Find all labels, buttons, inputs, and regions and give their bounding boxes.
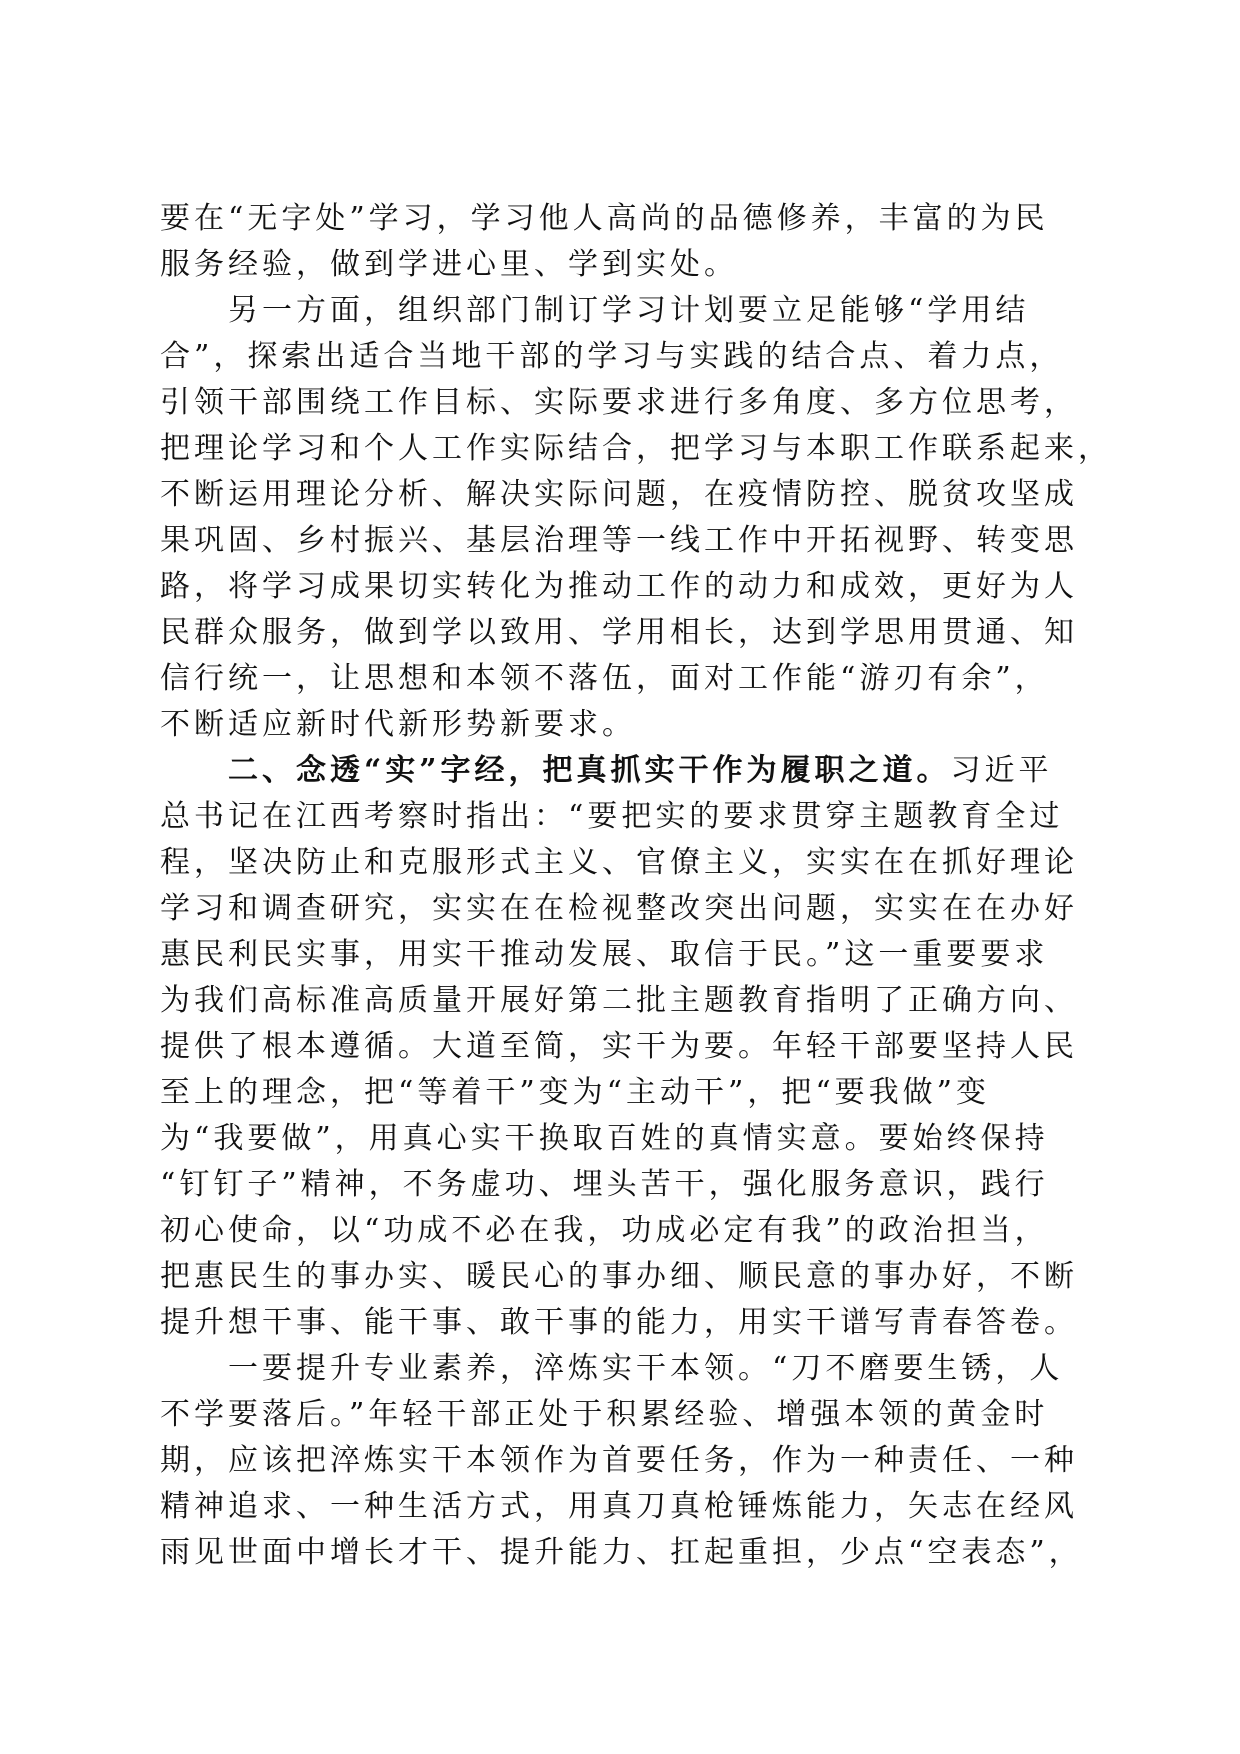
text-line: 为我们高标准高质量开展好第二批主题教育指明了正确方向、 xyxy=(160,983,1078,1018)
text-line: 信行统一，让思想和本领不落伍，面对工作能“游刃有余”， xyxy=(160,661,1049,696)
section-heading-continuation: 习近平 xyxy=(950,753,1053,788)
text-line: 提供了根本遵循。大道至简，实干为要。年轻干部要坚持人民 xyxy=(160,1029,1078,1064)
text-line: 服务经验，做到学进心里、学到实处。 xyxy=(160,247,738,282)
text-line: 惠民利民实事，用实干推动发展、取信于民。”这一重要要求 xyxy=(160,937,1049,972)
text-line: 引领干部围绕工作目标、实际要求进行多角度、多方位思考， xyxy=(160,385,1078,420)
text-line: 把理论学习和个人工作实际结合，把学习与本职工作联系起来， xyxy=(160,431,1112,466)
text-line: 合”，探索出适合当地干部的学习与实践的结合点、着力点， xyxy=(160,339,1064,374)
text-line: 提升想干事、能干事、敢干事的能力，用实干谱写青春答卷。 xyxy=(160,1305,1078,1340)
text-line: 精神追求、一种生活方式，用真刀真枪锤炼能力，矢志在经风 xyxy=(160,1489,1078,1524)
text-line: 民群众服务，做到学以致用、学用相长，达到学思用贯通、知 xyxy=(160,615,1078,650)
text-line: 学习和调查研究，实实在在检视整改突出问题，实实在在办好 xyxy=(160,891,1078,926)
text-line: 雨见世面中增长才干、提升能力、扛起重担，少点“空表态”， xyxy=(160,1535,1083,1570)
document-body xyxy=(160,196,1112,1576)
text-line: 把惠民生的事办实、暖民心的事办细、顺民意的事办好，不断 xyxy=(160,1259,1078,1294)
text-line: 期，应该把淬炼实干本领作为首要任务，作为一种责任、一种 xyxy=(160,1443,1078,1478)
text-line: 不学要落后。”年轻干部正处于积累经验、增强本领的黄金时 xyxy=(160,1397,1049,1432)
text-line: 初心使命，以“功成不必在我，功成必定有我”的政治担当， xyxy=(160,1213,1049,1248)
text-line: 不断适应新时代新形势新要求。 xyxy=(160,707,636,742)
text-line: 路，将学习成果切实转化为推动工作的动力和成效，更好为人 xyxy=(160,569,1078,604)
section-heading-line xyxy=(160,748,1080,794)
text-line: 果巩固、乡村振兴、基层治理等一线工作中开拓视野、转变思 xyxy=(160,523,1078,558)
text-line: 程，坚决防止和克服形式主义、官僚主义，实实在在抓好理论 xyxy=(160,845,1078,880)
text-line: 为“我要做”，用真心实干换取百姓的真情实意。要始终保持 xyxy=(160,1121,1049,1156)
text-line: 另一方面，组织部门制订学习计划要立足能够“学用结 xyxy=(228,293,1030,328)
text-line: 一要提升专业素养，淬炼实干本领。“刀不磨要生锈，人 xyxy=(228,1351,1064,1386)
text-line: 不断运用理论分析、解决实际问题，在疫情防控、脱贫攻坚成 xyxy=(160,477,1078,512)
text-line: “钉钉子”精神，不务虚功、埋头苦干，强化服务意识，践行 xyxy=(160,1167,1049,1202)
section-heading: 二、念透“实”字经，把真抓实干作为履职之道。 xyxy=(228,753,951,788)
text-line: 总书记在江西考察时指出：“要把实的要求贯穿主题教育全过 xyxy=(160,799,1064,834)
text-line: 至上的理念，把“等着干”变为“主动干”，把“要我做”变 xyxy=(160,1075,991,1110)
text-line: 要在“无字处”学习，学习他人高尚的品德修养，丰富的为民 xyxy=(160,201,1049,236)
